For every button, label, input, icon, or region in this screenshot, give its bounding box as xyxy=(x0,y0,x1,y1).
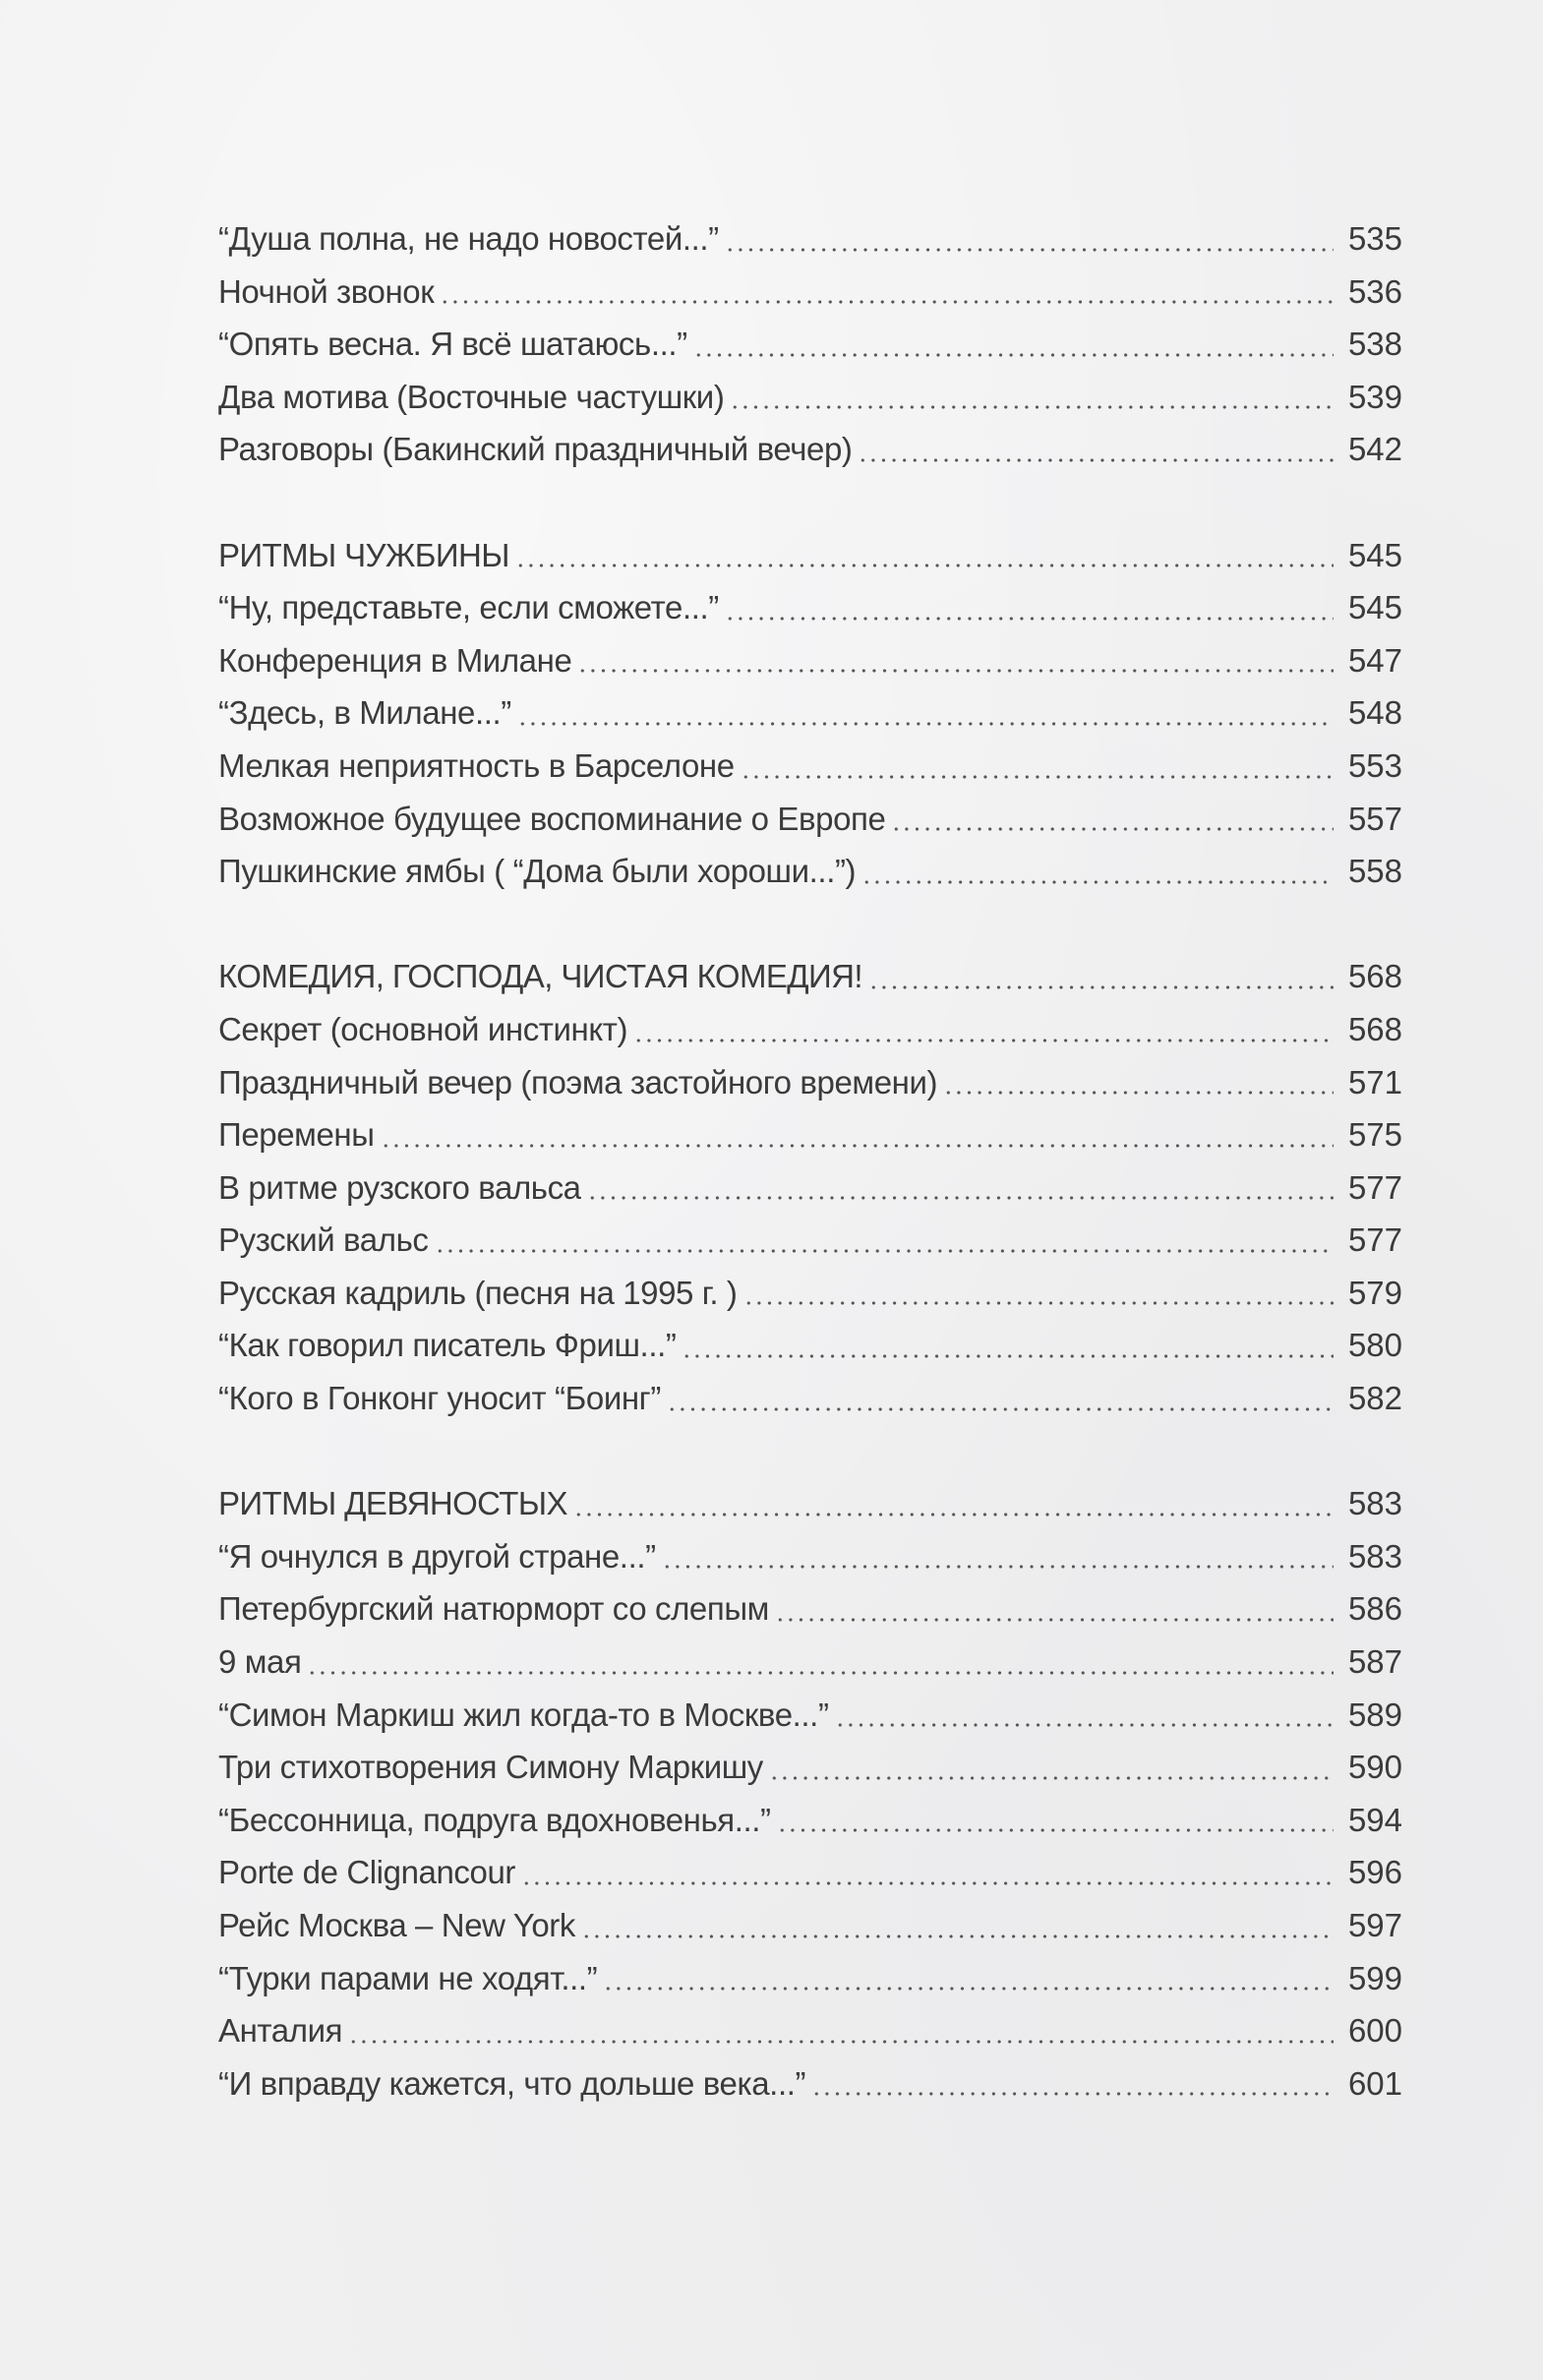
toc-entry[interactable] xyxy=(218,793,1402,846)
toc-section-heading[interactable] xyxy=(218,529,1402,582)
toc-entry-title: Разговоры (Бакинский праздничный вечер) xyxy=(218,431,853,468)
toc-entry[interactable] xyxy=(218,371,1402,424)
toc-entry-title: “Душа полна, не надо новостей...” xyxy=(218,220,719,257)
toc-entry-title: Пушкинские ямбы ( “Дома были хороши...”) xyxy=(218,853,857,890)
dot-leader xyxy=(662,1565,1334,1569)
dot-leader xyxy=(861,880,1334,884)
toc-entry[interactable] xyxy=(218,1161,1402,1215)
toc-entry-title: “Как говорил писатель Фриш...” xyxy=(218,1327,677,1364)
toc-entry[interactable] xyxy=(218,1582,1402,1636)
toc-entry-title: РИТМЫ ЧУЖБИНЫ xyxy=(218,536,509,573)
dot-leader xyxy=(743,1301,1334,1305)
toc-entry-title: “И вправду кажется, что дольше века...” xyxy=(218,2064,806,2102)
toc-entry-title: Русская кадриль (песня на 1995 г. ) xyxy=(218,1274,738,1311)
toc-entry-title: “Турки парами не ходят...” xyxy=(218,1959,598,1996)
toc-entry-title: 9 мая xyxy=(218,1643,302,1681)
dot-leader xyxy=(891,827,1334,831)
toc-entry[interactable] xyxy=(218,1689,1402,1742)
dot-leader xyxy=(381,1144,1334,1148)
toc-entry-title: Возможное будущее воспоминание о Европе xyxy=(218,800,886,837)
dot-leader xyxy=(693,353,1334,357)
toc-entry-page: 583 xyxy=(1347,1537,1402,1575)
toc-entry-title: Porte de Clignancour xyxy=(218,1854,516,1891)
dot-leader xyxy=(577,669,1334,673)
toc-entry-page: 587 xyxy=(1347,1643,1402,1681)
toc-entry-title: “Бессонница, подруга вдохновенья...” xyxy=(218,1801,771,1838)
dot-leader xyxy=(603,1987,1334,1991)
toc-entry-page: 580 xyxy=(1347,1327,1402,1364)
toc-entry[interactable] xyxy=(218,2004,1402,2057)
toc-entry-title: Петербургский натюрморт со слепым xyxy=(218,1590,769,1628)
toc-entry-page: 538 xyxy=(1347,326,1402,363)
dot-leader xyxy=(943,1091,1334,1095)
toc-entry-page: 596 xyxy=(1347,1854,1402,1891)
toc-entry-title: Рузский вальс xyxy=(218,1221,429,1259)
toc-entry[interactable] xyxy=(218,634,1402,687)
dot-leader xyxy=(725,248,1334,252)
toc-entry-page: 597 xyxy=(1347,1907,1402,1943)
toc-entry[interactable] xyxy=(218,423,1402,476)
toc-entry-page: 594 xyxy=(1347,1801,1402,1838)
toc-entry-page: 599 xyxy=(1347,1959,1402,1996)
table-of-contents xyxy=(218,212,1402,2110)
toc-entry-title: В ритме рузского вальса xyxy=(218,1168,581,1206)
toc-entry-page: 536 xyxy=(1347,272,1402,310)
toc-entry[interactable] xyxy=(218,845,1402,898)
dot-leader xyxy=(517,722,1334,726)
toc-entry[interactable] xyxy=(218,581,1402,634)
toc-section-heading[interactable] xyxy=(218,950,1402,1003)
toc-entry[interactable] xyxy=(218,1214,1402,1267)
toc-entry[interactable] xyxy=(218,1899,1402,1952)
toc-entry[interactable] xyxy=(218,266,1402,319)
toc-entry-page: 558 xyxy=(1347,853,1402,890)
toc-entry-title: Перемены xyxy=(218,1116,375,1154)
dot-leader xyxy=(581,1934,1334,1938)
toc-entry-page: 548 xyxy=(1347,694,1402,732)
toc-entry-page: 553 xyxy=(1347,746,1402,784)
toc-entry-title: “Кого в Гонконг уносит “Боинг” xyxy=(218,1380,661,1417)
toc-entry-page: 568 xyxy=(1347,1010,1402,1047)
toc-entry[interactable] xyxy=(218,2057,1402,2111)
dot-leader xyxy=(440,300,1334,304)
toc-entry[interactable] xyxy=(218,1636,1402,1689)
toc-entry-title: КОМЕДИЯ, ГОСПОДА, ЧИСТАЯ КОМЕДИЯ! xyxy=(218,958,862,995)
toc-entry[interactable] xyxy=(218,1108,1402,1161)
toc-entry[interactable] xyxy=(218,686,1402,740)
toc-entry-title: Три стихотворения Симону Маркишу xyxy=(218,1749,763,1786)
toc-entry-title: РИТМЫ ДЕВЯНОСТЫХ xyxy=(218,1485,567,1522)
toc-entry-page: 600 xyxy=(1347,2012,1402,2050)
toc-entry-title: Анталия xyxy=(218,2012,343,2050)
toc-entry[interactable] xyxy=(218,1952,1402,2005)
dot-leader xyxy=(835,1723,1334,1727)
toc-entry-page: 571 xyxy=(1347,1063,1402,1101)
toc-entry-title: Праздничный вечер (поэма застойного времени) xyxy=(218,1063,938,1101)
toc-entry-title: Секрет (основной инстинкт) xyxy=(218,1010,628,1047)
toc-entry-title: Два мотива (Восточные частушки) xyxy=(218,378,725,415)
toc-entry[interactable] xyxy=(218,1794,1402,1847)
toc-entry[interactable] xyxy=(218,1741,1402,1794)
dot-leader xyxy=(682,1354,1334,1358)
toc-entry-title: Рейс Москва – New York xyxy=(218,1907,575,1943)
dot-leader xyxy=(775,1618,1334,1622)
dot-leader xyxy=(777,1828,1334,1832)
dot-leader xyxy=(769,1776,1334,1780)
dot-leader xyxy=(725,617,1334,621)
dot-leader xyxy=(633,1039,1334,1042)
dot-leader xyxy=(811,2092,1334,2096)
dot-leader xyxy=(730,405,1334,409)
dot-leader xyxy=(435,1249,1334,1253)
toc-entry-title: Ночной звонок xyxy=(218,272,435,310)
toc-entry-page: 583 xyxy=(1347,1485,1402,1522)
dot-leader xyxy=(515,564,1334,567)
toc-entry[interactable] xyxy=(218,212,1402,266)
toc-entry-title: “Ну, представьте, если сможете...” xyxy=(218,589,719,626)
dot-leader xyxy=(307,1671,1334,1675)
toc-entry-page: 547 xyxy=(1347,641,1402,679)
toc-entry[interactable] xyxy=(218,1319,1402,1372)
toc-entry[interactable] xyxy=(218,1267,1402,1320)
dot-leader xyxy=(521,1881,1334,1885)
toc-entry[interactable] xyxy=(218,1372,1402,1425)
toc-entry-title: “Здесь, в Милане...” xyxy=(218,694,511,732)
toc-entry-page: 590 xyxy=(1347,1749,1402,1786)
toc-entry-title: Мелкая неприятность в Барселоне xyxy=(218,746,735,784)
dot-leader xyxy=(348,2040,1334,2044)
toc-entry-page: 557 xyxy=(1347,800,1402,837)
toc-entry-page: 586 xyxy=(1347,1590,1402,1628)
toc-section-heading[interactable] xyxy=(218,1477,1402,1530)
toc-entry-title: Конференция в Милане xyxy=(218,641,572,679)
toc-entry[interactable] xyxy=(218,318,1402,371)
toc-entry-page: 535 xyxy=(1347,220,1402,257)
toc-entry-page: 568 xyxy=(1347,958,1402,995)
toc-entry[interactable] xyxy=(218,1846,1402,1899)
toc-entry-title: “Опять весна. Я всё шатаюсь...” xyxy=(218,326,687,363)
dot-leader xyxy=(573,1513,1334,1517)
dot-leader xyxy=(858,458,1334,462)
toc-entry-page: 577 xyxy=(1347,1221,1402,1259)
toc-entry[interactable] xyxy=(218,1003,1402,1056)
dot-leader xyxy=(868,985,1334,989)
toc-entry[interactable] xyxy=(218,1056,1402,1109)
dot-leader xyxy=(587,1196,1334,1200)
toc-entry-page: 589 xyxy=(1347,1696,1402,1733)
toc-entry-page: 539 xyxy=(1347,378,1402,415)
toc-entry-page: 545 xyxy=(1347,536,1402,573)
dot-leader xyxy=(667,1407,1334,1411)
toc-entry-page: 601 xyxy=(1347,2064,1402,2102)
toc-entry[interactable] xyxy=(218,740,1402,793)
toc-entry-page: 579 xyxy=(1347,1274,1402,1311)
toc-entry-title: “Я очнулся в другой стране...” xyxy=(218,1537,656,1575)
toc-entry[interactable] xyxy=(218,1530,1402,1583)
toc-entry-page: 577 xyxy=(1347,1168,1402,1206)
toc-entry-title: “Симон Маркиш жил когда-то в Москве...” xyxy=(218,1696,829,1733)
toc-entry-page: 542 xyxy=(1347,431,1402,468)
toc-entry-page: 575 xyxy=(1347,1116,1402,1154)
dot-leader xyxy=(741,775,1334,779)
toc-entry-page: 545 xyxy=(1347,589,1402,626)
toc-entry-page: 582 xyxy=(1347,1380,1402,1417)
